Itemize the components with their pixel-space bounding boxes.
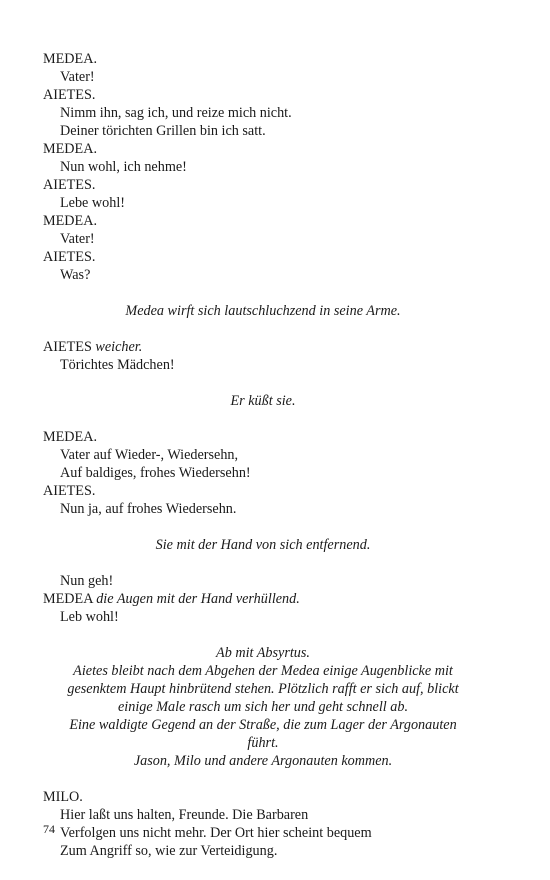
blank-line (43, 320, 483, 338)
verse-line: Nun ja, auf frohes Wiedersehn. (60, 501, 237, 517)
stage-direction: Ab mit Absyrtus. (216, 645, 310, 661)
page-text (43, 50, 483, 860)
stage-direction: Medea wirft sich lautschluchzend in seine Arme. (125, 303, 401, 319)
speaker-name: AIETES. (43, 177, 96, 193)
verse-line: Leb wohl! (60, 609, 119, 625)
speaker-with-direction (43, 590, 483, 608)
stage-direction: gesenktem Haupt hinbrütend stehen. Plötzlich rafft er sich auf, blickt (67, 681, 459, 697)
speaker-with-direction (43, 338, 483, 356)
stage-direction: Aietes bleibt nach dem Abgehen der Medea einige Augenblicke mit (73, 663, 453, 679)
blank-line (43, 410, 483, 428)
speaker-name: MEDEA. (43, 213, 97, 229)
verse-line: Vater! (60, 231, 95, 247)
verse-line: Verfolgen uns nicht mehr. Der Ort hier scheint bequem (60, 825, 372, 841)
verse-line: Hier laßt uns halten, Freunde. Die Barbaren (60, 807, 309, 823)
blank-line (43, 284, 483, 302)
speaker-name: AIETES. (43, 483, 96, 499)
stage-direction: einige Male rasch um sich her und geht schnell ab. (118, 699, 408, 715)
blank-line (43, 770, 483, 788)
verse-line: Törichtes Mädchen! (60, 357, 175, 373)
speaker-name: MEDEA. (43, 51, 97, 67)
verse-line: Deiner törichten Grillen bin ich satt. (60, 123, 266, 139)
stage-direction: Eine waldigte Gegend an der Straße, die zum Lager der Argonauten (69, 717, 457, 733)
speaker-name: MILO. (43, 789, 83, 805)
blank-line (43, 626, 483, 644)
speaker-name: MEDEA. (43, 429, 97, 445)
verse-line: Nimm ihn, sag ich, und reize mich nicht. (60, 105, 292, 121)
speaker-name: AIETES. (43, 87, 96, 103)
stage-direction: Er küßt sie. (230, 393, 296, 409)
verse-line: Vater! (60, 69, 95, 85)
blank-line (43, 518, 483, 536)
blank-line (43, 374, 483, 392)
verse-line: Auf baldiges, frohes Wiedersehn! (60, 465, 251, 481)
verse-line: Nun geh! (60, 573, 114, 589)
speaker-name: MEDEA (43, 591, 93, 607)
speaker-name: AIETES (43, 339, 92, 355)
inline-stage-direction: weicher. (95, 339, 143, 355)
verse-line: Zum Angriff so, wie zur Verteidigung. (60, 843, 278, 859)
inline-stage-direction: die Augen mit der Hand verhüllend. (96, 591, 300, 607)
page-number: 74 (43, 822, 55, 836)
stage-direction: führt. (247, 735, 279, 751)
blank-line (43, 554, 483, 572)
verse-line: Vater auf Wieder-, Wiedersehn, (60, 447, 239, 463)
stage-direction: Jason, Milo und andere Argonauten kommen. (133, 753, 393, 769)
verse-line: Lebe wohl! (60, 195, 126, 211)
stage-direction: Sie mit der Hand von sich entfernend. (155, 537, 371, 553)
verse-line: Nun wohl, ich nehme! (60, 159, 187, 175)
verse-line: Was? (60, 267, 91, 283)
speaker-name: AIETES. (43, 249, 96, 265)
speaker-name: MEDEA. (43, 141, 97, 157)
